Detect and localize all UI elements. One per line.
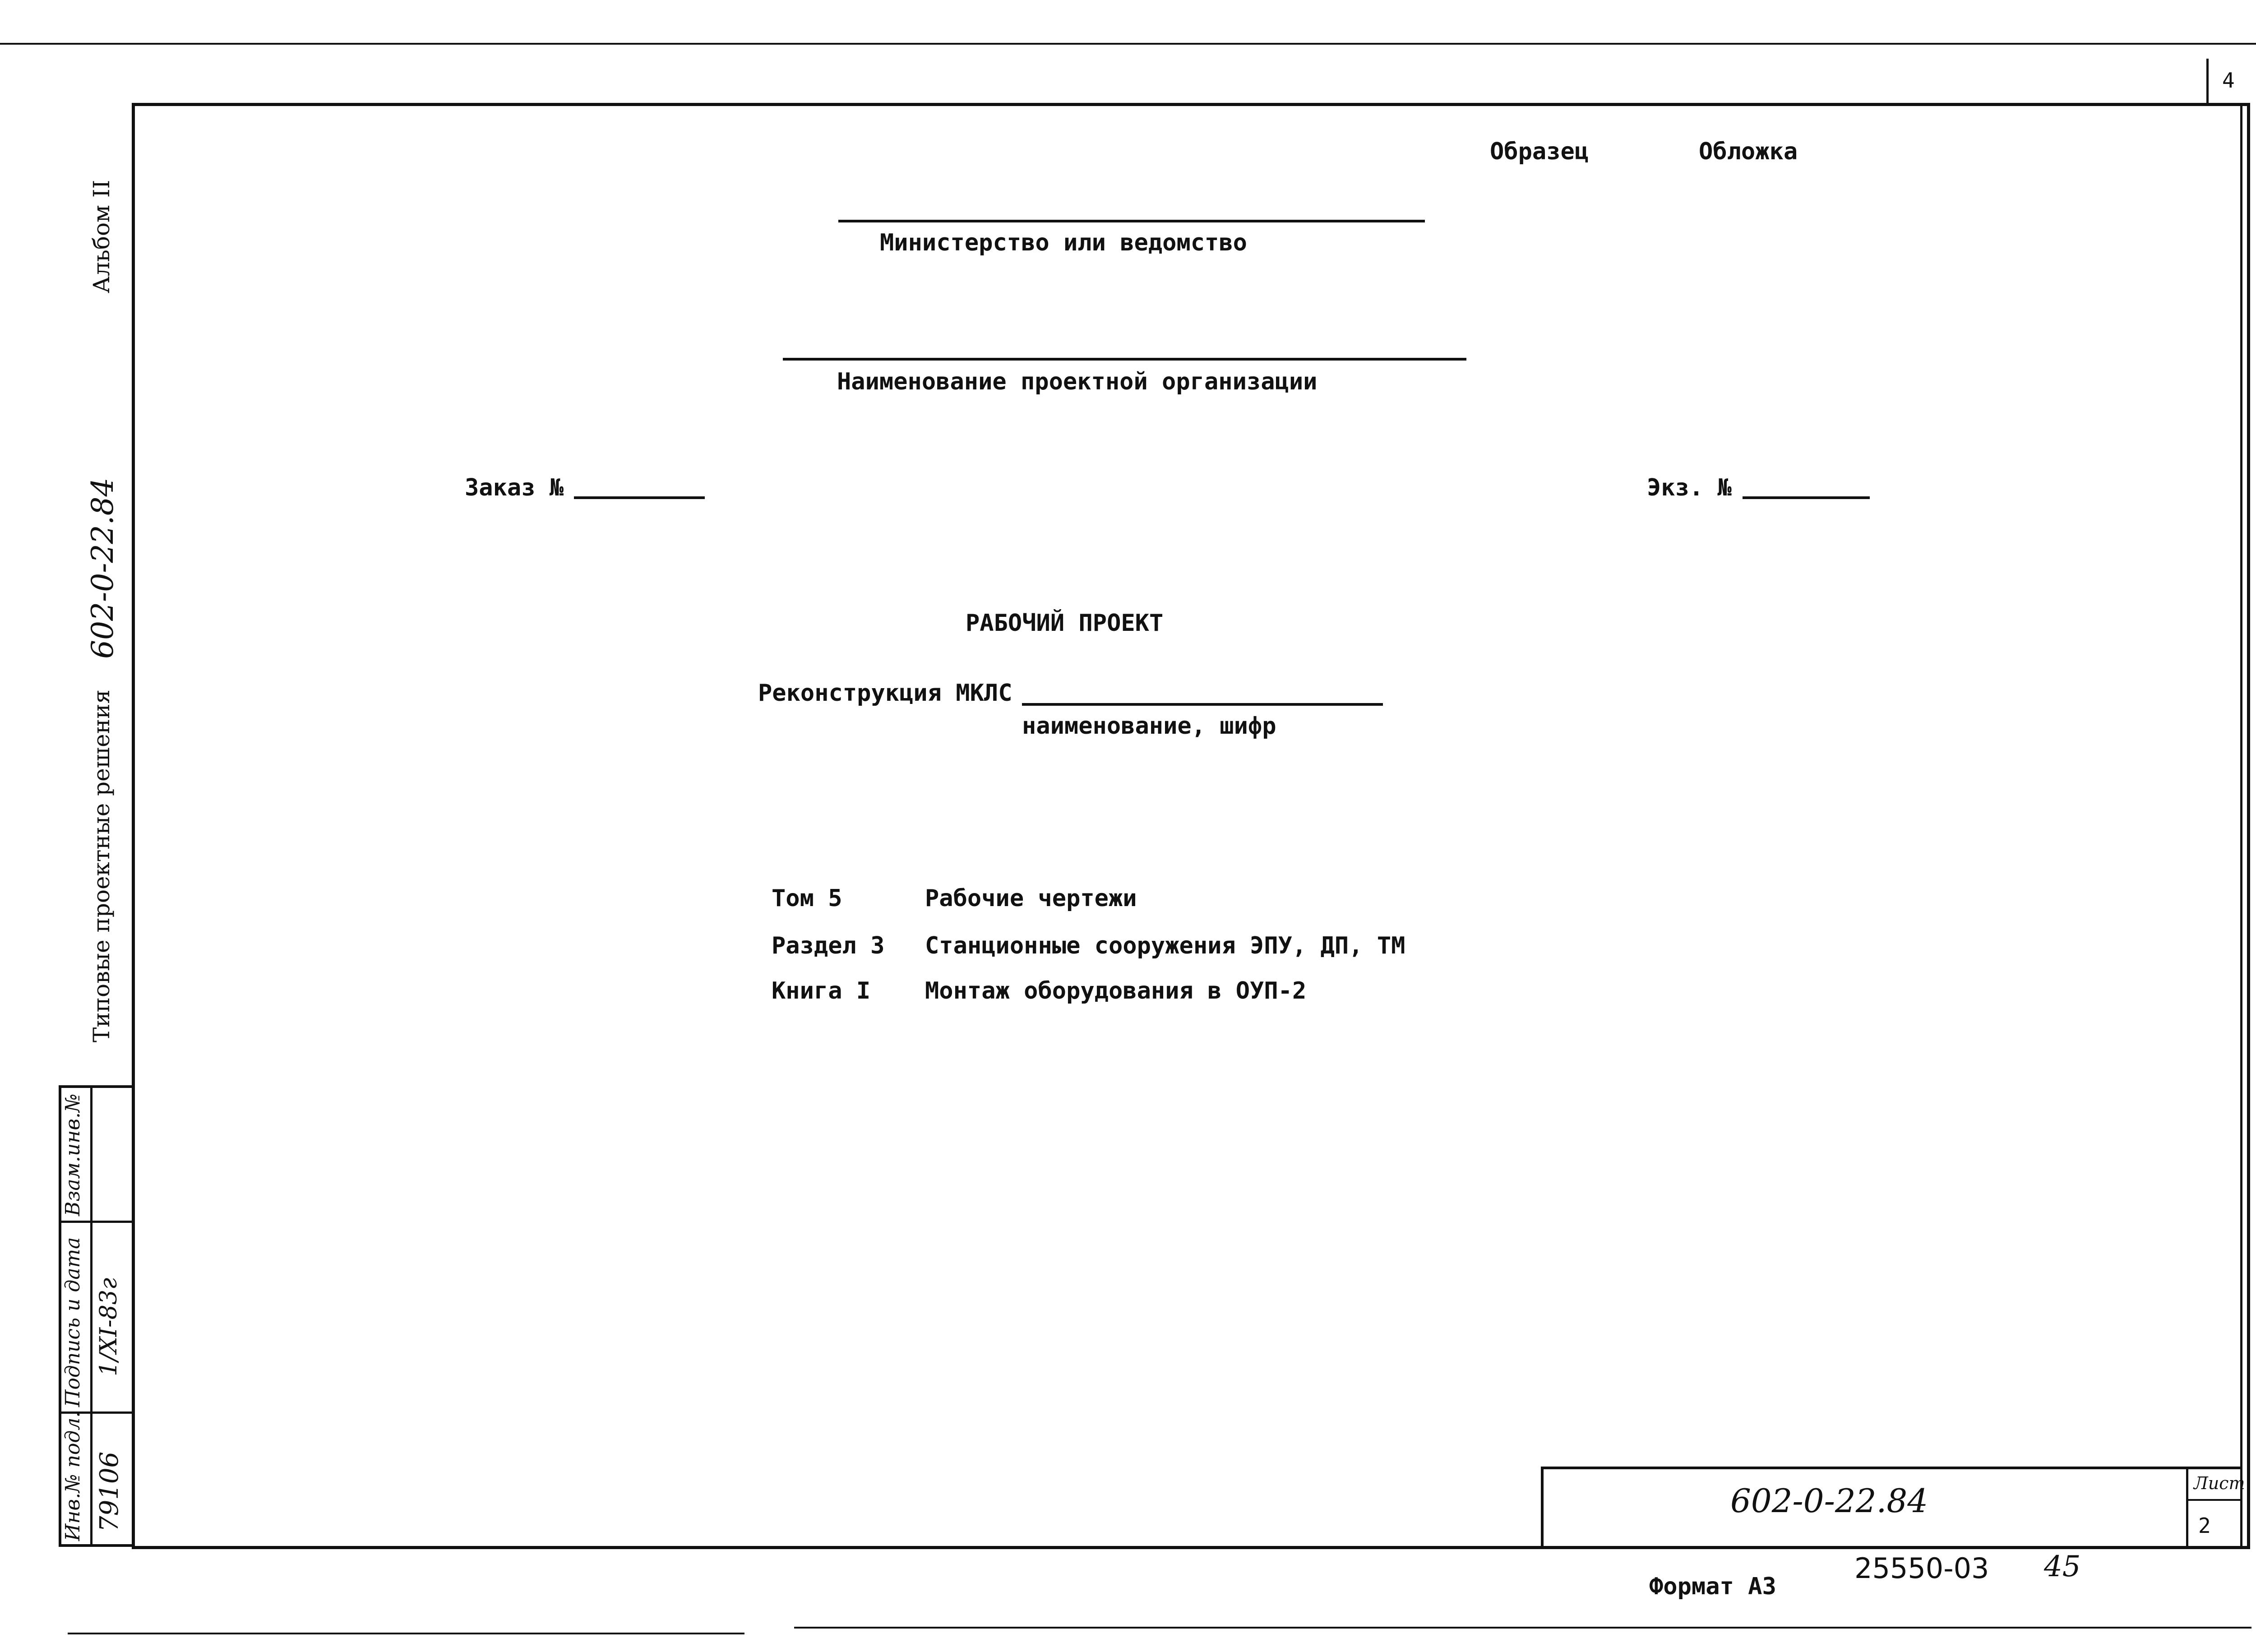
stamp-divider-vertical [90,1085,92,1547]
volume-label: Том 5 [772,885,842,912]
album-label: Альбом II [88,180,115,293]
registration-number: 25550-03 [1854,1552,1989,1585]
page-mark: 45 [2044,1550,2081,1583]
format-label: Формат А3 [1649,1573,1776,1600]
organization-line [783,358,1466,361]
typical-solutions-code: 602-0-22.84 [85,477,120,659]
main-frame [132,103,2250,1549]
title-block-sheet-number: 2 [2198,1513,2211,1538]
section-value: Станционные сооружения ЭПУ, ДП, ТМ [925,932,1405,959]
ministry-line [838,220,1425,222]
cover-label: Обложка [1699,138,1798,165]
order-number-field [574,496,705,499]
typical-solutions-label: Типовые проектные решения [88,689,115,1042]
volume-value: Рабочие чертежи [925,885,1137,912]
book-value: Монтаж оборудования в ОУП-2 [925,977,1307,1004]
reconstruction-label: Реконструкция МКЛС [758,680,1012,707]
organization-caption: Наименование проектной организации [837,368,1318,395]
top-scan-line [0,43,2256,45]
sheet-corner-number: 4 [2222,68,2235,93]
stamp-signature-date-header: Подпись и дата [61,1237,84,1407]
ministry-caption: Министерство или ведомство [880,229,1247,256]
title-block-code: 602-0-22.84 [1730,1482,1928,1520]
title-block-sheet-header: Лист [2194,1473,2245,1493]
stamp-original-inv-header: Инв.№ подл. [61,1411,84,1541]
stamp-signature-date-value: 1/XI-83г [95,1277,122,1376]
bottom-scan-line-left [68,1633,744,1634]
reconstruction-field [1022,703,1383,706]
copy-number-field [1743,496,1870,499]
copy-label: Экз. № [1647,474,1732,501]
title-block-sheet-divider [2186,1467,2188,1549]
project-title: РАБОЧИЙ ПРОЕКТ [966,610,1164,637]
sample-label: Образец [1490,138,1589,165]
stamp-replace-inv-header: Взам.инв.№ [61,1093,84,1216]
order-label: Заказ № [465,474,564,501]
title-block-sheet-header-line [2186,1499,2240,1501]
stamp-original-inv-value: 79106 [95,1451,124,1532]
right-inner-border [2240,103,2242,1549]
book-label: Книга I [772,977,871,1004]
section-label: Раздел 3 [772,932,885,959]
name-cipher-caption: наименование, шифр [1022,713,1276,740]
stamp-divider-1 [59,1221,132,1223]
bottom-scan-line-right [794,1627,2251,1629]
